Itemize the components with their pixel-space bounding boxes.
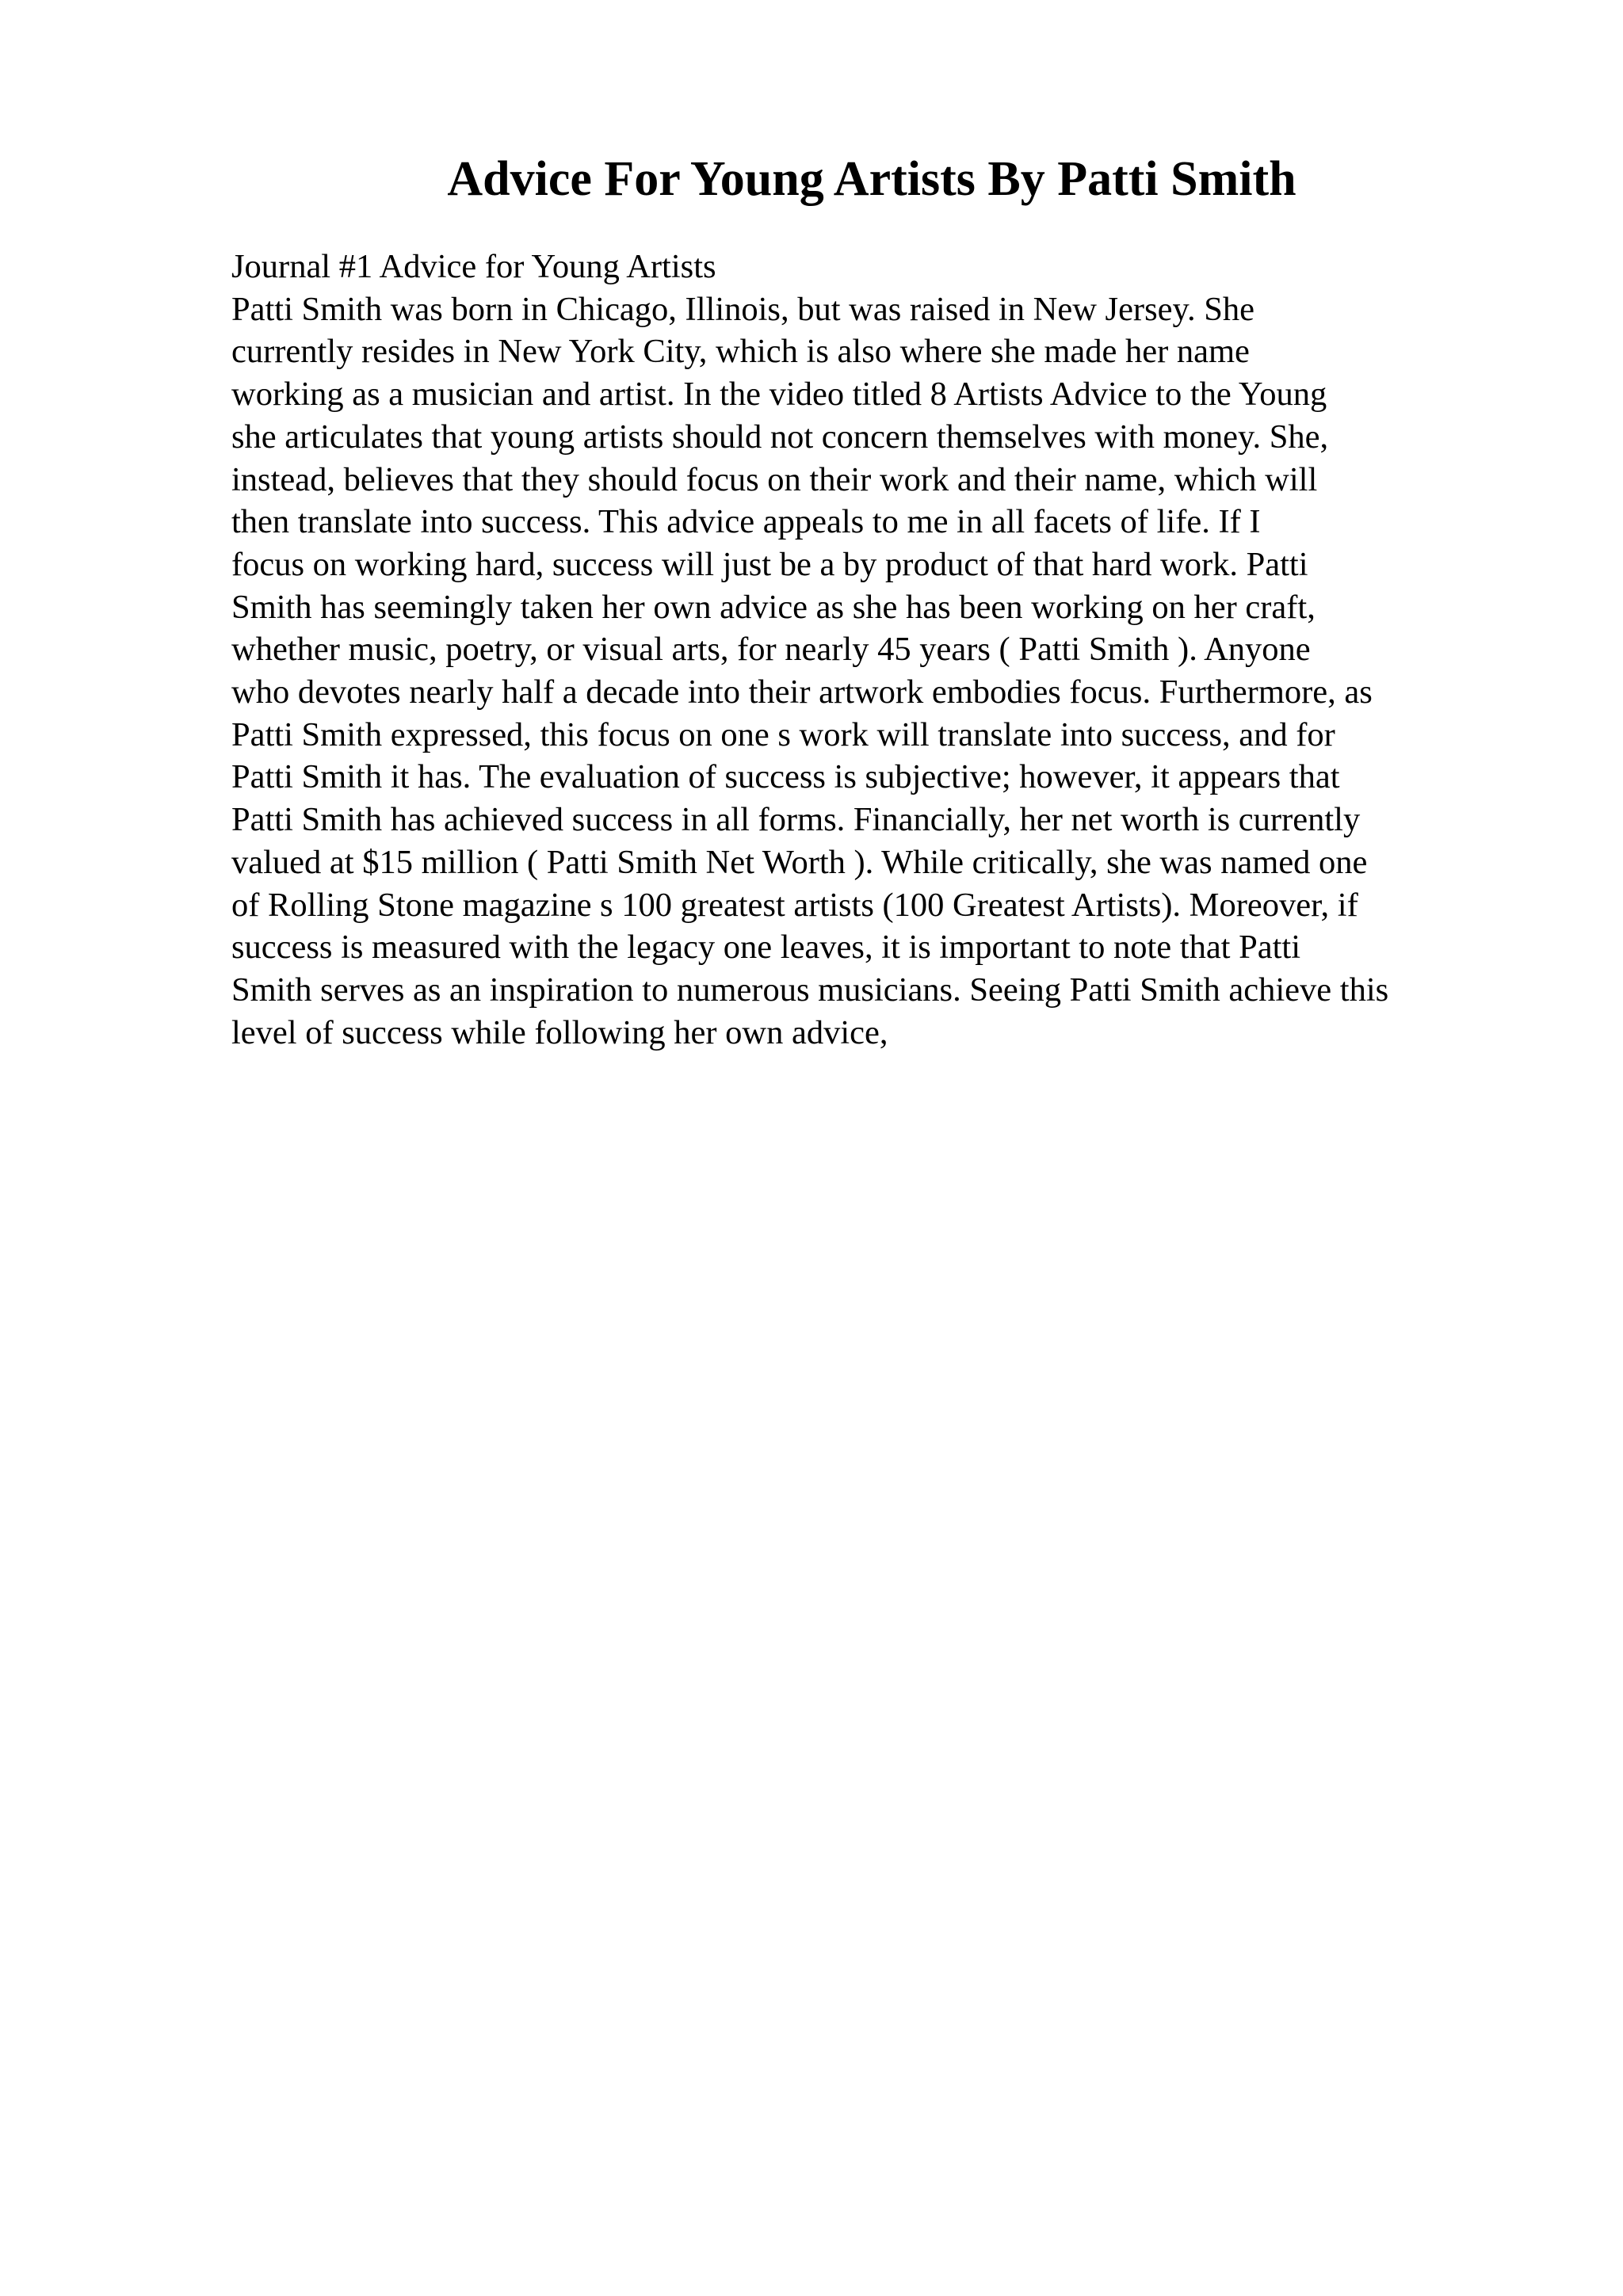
body-line: currently resides in New York City, which is also where she made her name [231, 333, 1250, 371]
body-line: Patti Smith it has. The evaluation of success is subjective; however, it appears that [231, 758, 1340, 796]
body-line: Journal #1 Advice for Young Artists [231, 248, 716, 285]
body-line: valued at $15 million ( Patti Smith Net Worth ). While critically, she was named one [231, 843, 1368, 881]
body-line: Patti Smith was born in Chicago, Illinois, but was raised in New Jersey. She [231, 290, 1254, 328]
body-line: instead, believes that they should focus on their work and their name, which will [231, 460, 1318, 498]
body-line: of Rolling Stone magazine s 100 greatest artists (100 Greatest Artists). Moreover, if [231, 886, 1358, 924]
body-line: Patti Smith expressed, this focus on one s work will translate into success, and for [231, 715, 1335, 753]
document-body [231, 246, 1515, 1054]
body-line: then translate into success. This advice appeals to me in all facets of life. If I [231, 503, 1261, 541]
body-line: success is measured with the legacy one leaves, it is important to note that Patti [231, 929, 1301, 967]
body-line: Patti Smith has achieved success in all forms. Financially, her net worth is currently [231, 801, 1361, 839]
body-line: Smith has seemingly taken her own advice as she has been working on her craft, [231, 588, 1316, 626]
body-line: whether music, poetry, or visual arts, for nearly 45 years ( Patti Smith ). Anyone [231, 631, 1311, 669]
body-line: level of success while following her own advice, [231, 1013, 888, 1051]
body-line: focus on working hard, success will just be a by product of that hard work. Patti [231, 545, 1308, 583]
body-line: she articulates that young artists should not concern themselves with money. She, [231, 418, 1329, 456]
body-line: Smith serves as an inspiration to numerous musicians. Seeing Patti Smith achieve this [231, 971, 1389, 1009]
document-title: Advice For Young Artists By Patti Smith [447, 152, 1296, 206]
body-line: working as a musician and artist. In the video titled 8 Artists Advice to the Young [231, 376, 1327, 414]
body-line: who devotes nearly half a decade into their artwork embodies focus. Furthermore, as [231, 673, 1373, 711]
